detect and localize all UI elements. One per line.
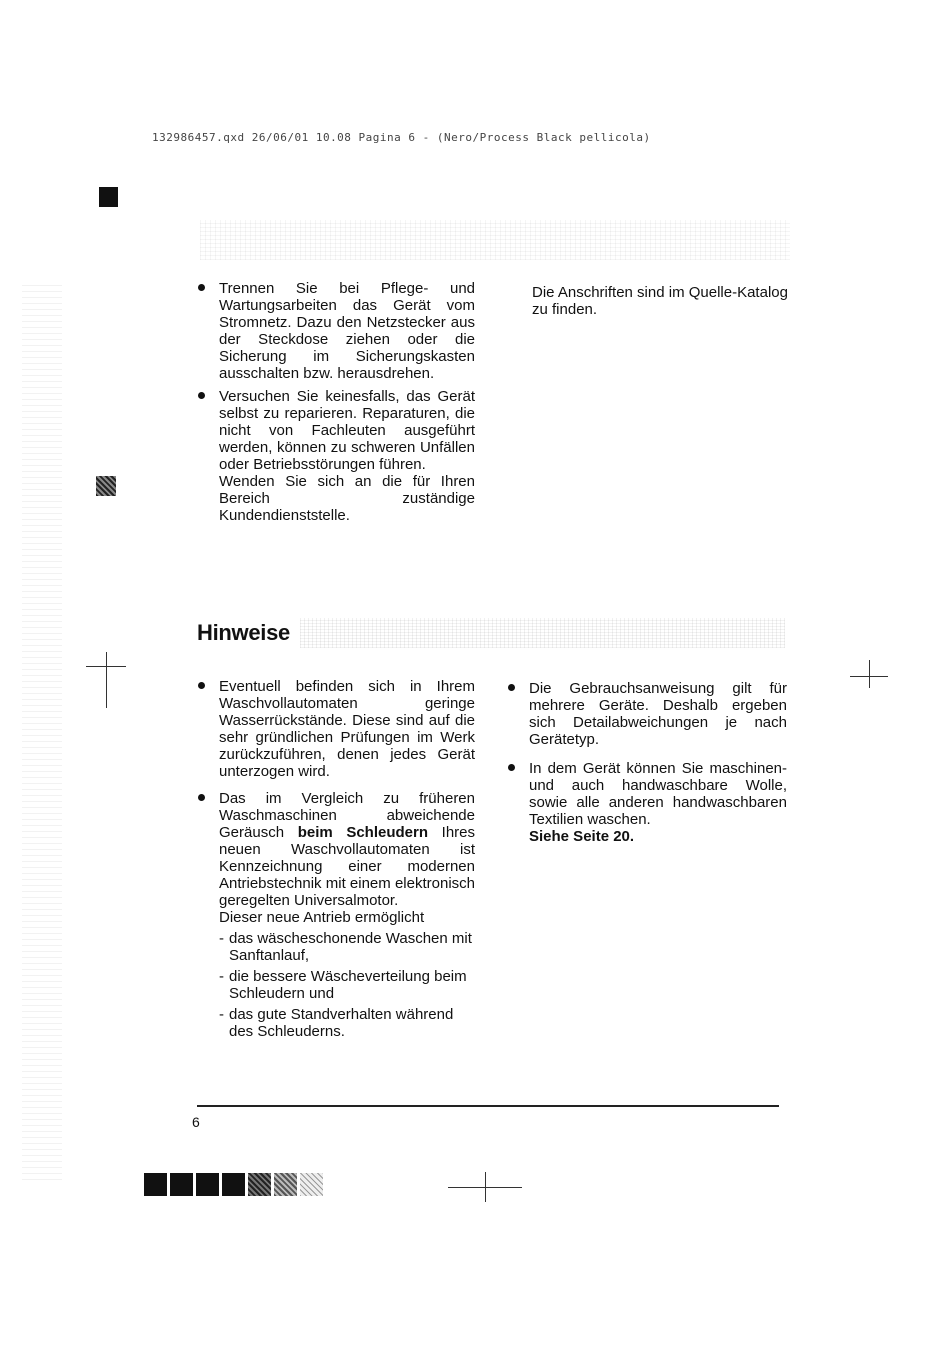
safety-text: Versuchen Sie keinesfalls, das Gerät selbst zu reparieren. Reparaturen, die nicht von Fachleuten ausgeführt werden, können zu schweren Unfällen oder Betriebsstörungen führen. <box>219 388 475 473</box>
list-item <box>197 280 475 382</box>
notes-left-column <box>197 678 475 1046</box>
registration-mark-square <box>96 476 116 496</box>
calibration-block <box>248 1173 271 1196</box>
list-item <box>507 680 787 748</box>
list-item <box>197 388 475 524</box>
footer-rule <box>197 1105 779 1107</box>
safety-column <box>197 280 475 530</box>
note-text: Eventuell befinden sich in Ihrem Waschvollautomaten geringe Wasserrückstände. Diese sind auf die sehr gründlichen Prüfungen im Werk zurückzuführen, denen jedes Gerät unterzogen wird. <box>219 678 475 780</box>
color-calibration-bar <box>144 1173 323 1196</box>
scan-noise <box>300 618 785 648</box>
calibration-block <box>274 1173 297 1196</box>
list-item <box>197 790 475 1040</box>
calibration-block <box>170 1173 193 1196</box>
calibration-block <box>300 1173 323 1196</box>
dash-item: - das wäscheschonende Waschen mit Sanftanlauf, <box>219 930 475 964</box>
note-text <box>219 790 475 909</box>
safety-extra-text: Wenden Sie sich an die für Ihren Bereich zuständige Kundendienststelle. <box>219 473 475 524</box>
notes-right-column <box>507 680 787 851</box>
calibration-block <box>196 1173 219 1196</box>
page-number: 6 <box>192 1114 200 1130</box>
calibration-block <box>222 1173 245 1196</box>
list-item <box>197 678 475 780</box>
note-text: Die Gebrauchsanweisung gilt für mehrere Geräte. Deshalb ergeben sich Detailabweichungen je nach Gerätetyp. <box>529 680 787 748</box>
crop-mark-icon <box>86 652 126 708</box>
registration-mark-square <box>99 187 118 207</box>
address-column <box>532 284 792 318</box>
page-reference: Siehe Seite 20. <box>529 828 635 845</box>
note-text-bold: beim Schleudern <box>297 824 429 841</box>
dash-item: - das gute Standverhalten während des Schleuderns. <box>219 1006 475 1040</box>
crop-mark-icon <box>850 660 888 688</box>
note-text-part: Ihres neuen Waschvollautomaten ist Kennzeichnung einer modernen Antriebstechnik mit einem elektronisch geregelten Universalmotor. <box>219 824 476 909</box>
safety-text: Trennen Sie bei Pflege- und Wartungsarbeiten das Gerät vom Stromnetz. Dazu den Netzstecker aus der Steckdose ziehen oder die Sicherung im Sicherungskasten ausschalten bzw. herausdrehen. <box>219 280 475 382</box>
dash-item: - die bessere Wäscheverteilung beim Schleudern und <box>219 968 475 1002</box>
address-note: Die Anschriften sind im Quelle-Katalog zu finden. <box>532 284 788 318</box>
note-sub-intro: Dieser neue Antrieb ermöglicht <box>219 909 425 926</box>
dash-list <box>219 930 475 1040</box>
section-heading: Hinweise <box>197 620 290 645</box>
note-text-part: Das im Vergleich zu früheren Waschmaschinen abweichende Geräusch <box>219 790 475 841</box>
calibration-block <box>144 1173 167 1196</box>
crop-mark-icon <box>448 1172 522 1202</box>
scan-noise <box>22 280 62 1180</box>
print-header: 132986457.qxd 26/06/01 10.08 Pagina 6 - (Nero/Process Black pellicola) <box>152 131 651 144</box>
list-item <box>507 760 787 845</box>
scan-noise <box>200 220 790 260</box>
note-text: In dem Gerät können Sie maschinen- und auch handwaschbare Wolle, sowie alle anderen handwaschbaren Textilien waschen. <box>529 760 787 828</box>
